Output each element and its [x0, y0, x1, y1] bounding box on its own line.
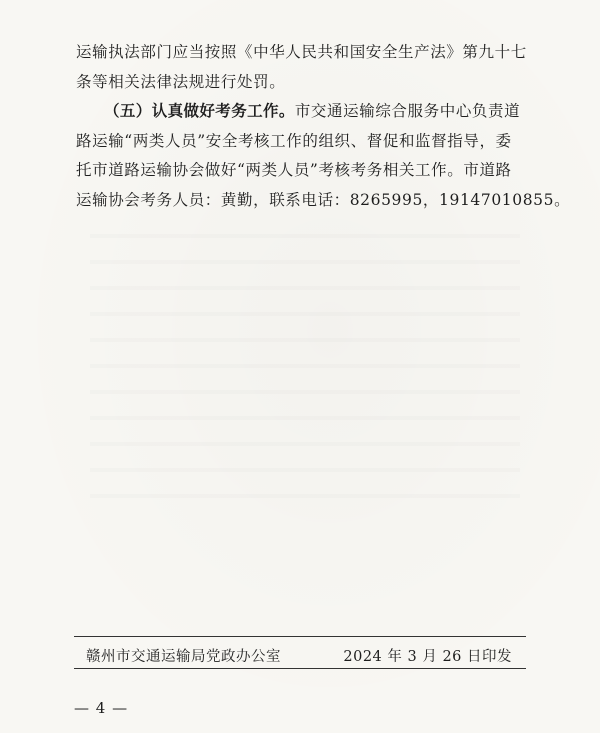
body-line: 运输协会考务人员：黄勤，联系电话：8265995，19147010855。: [76, 190, 571, 209]
body-line: 条等相关法律法规进行处罚。: [76, 72, 286, 91]
footer-imprint: [86, 645, 512, 666]
body-line: 运输执法部门应当按照《中华人民共和国安全生产法》第九十七: [76, 43, 527, 61]
document-body: [76, 38, 571, 215]
body-line: 托市道路运输协会做好“两类人员”考核考务相关工作。市道路: [76, 161, 512, 179]
page-number: — 4 —: [74, 699, 129, 717]
section-5-first-line: [76, 97, 524, 127]
footer-issuer: 赣州市交通运输局党政办公室: [86, 649, 281, 665]
footer-bottom-rule: [74, 668, 526, 669]
footer-date: 2024 年 3 月 26 日印发: [343, 649, 512, 665]
paper-bleed-through: [90, 220, 520, 520]
footer-top-rule: [74, 636, 526, 637]
body-line: 路运输“两类人员”安全考核工作的组织、督促和监督指导，委: [76, 131, 512, 150]
section-heading: （五）认真做好考务工作。: [104, 102, 295, 120]
body-line: 市交通运输综合服务中心负责道: [294, 102, 521, 120]
